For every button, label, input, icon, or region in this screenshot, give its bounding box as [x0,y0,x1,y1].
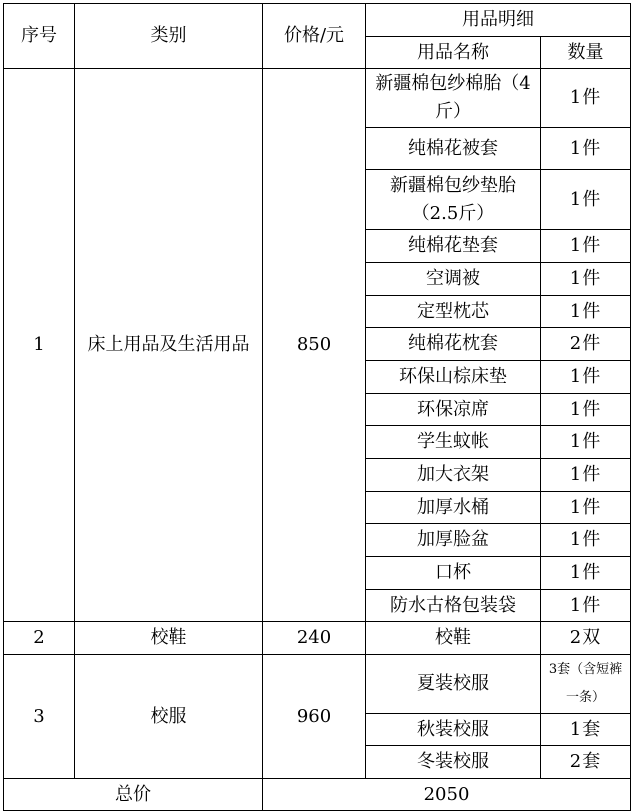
header-detail: 用品明细 [366,4,631,37]
item-quantity: 1件 [541,524,631,557]
total-label: 总价 [4,779,263,811]
item-name: 校鞋 [366,622,541,655]
header-category: 类别 [75,4,263,69]
item-name: 加厚水桶 [366,492,541,524]
item-quantity: 2件 [541,328,631,361]
item-name: 防水古格包装袋 [366,590,541,622]
group-index: 1 [4,69,75,622]
item-quantity: 1件 [541,69,631,128]
item-name: 空调被 [366,263,541,296]
total-value: 2050 [263,779,631,811]
item-quantity: 1套 [541,714,631,746]
item-quantity: 2双 [541,622,631,655]
item-name: 加大衣架 [366,459,541,492]
table-row [4,69,631,128]
item-name: 秋装校服 [366,714,541,746]
item-quantity: 1件 [541,296,631,328]
item-quantity: 1件 [541,361,631,394]
item-quantity: 1件 [541,170,631,230]
table-row [4,622,631,655]
item-name: 冬装校服 [366,746,541,779]
item-quantity: 1件 [541,557,631,590]
item-name: 加厚脸盆 [366,524,541,557]
group-index: 3 [4,655,75,779]
item-name: 纯棉花被套 [366,128,541,170]
item-name: 学生蚊帐 [366,426,541,459]
group-category: 床上用品及生活用品 [75,69,263,622]
item-quantity: 2套 [541,746,631,779]
item-quantity: 1件 [541,394,631,426]
item-name: 夏装校服 [366,655,541,714]
item-name: 环保山棕床垫 [366,361,541,394]
item-name: 纯棉花枕套 [366,328,541,361]
item-quantity: 1件 [541,263,631,296]
table-row [4,655,631,714]
item-name: 纯棉花垫套 [366,230,541,263]
group-category: 校鞋 [75,622,263,655]
header-quantity: 数量 [541,37,631,69]
header-price: 价格/元 [263,4,366,69]
item-name: 新疆棉包纱棉胎（4斤） [366,69,541,128]
item-quantity: 3套（含短裤一条） [541,655,631,714]
item-quantity: 1件 [541,492,631,524]
item-name: 口杯 [366,557,541,590]
group-index: 2 [4,622,75,655]
header-index: 序号 [4,4,75,69]
group-price: 960 [263,655,366,779]
item-name: 环保凉席 [366,394,541,426]
supply-price-table [3,3,631,811]
header-item-name: 用品名称 [366,37,541,69]
item-quantity: 1件 [541,590,631,622]
item-quantity: 1件 [541,230,631,263]
group-price: 240 [263,622,366,655]
item-quantity: 1件 [541,426,631,459]
item-name: 新疆棉包纱垫胎（2.5斤） [366,170,541,230]
item-name: 定型枕芯 [366,296,541,328]
total-row [4,779,631,811]
group-price: 850 [263,69,366,622]
item-quantity: 1件 [541,459,631,492]
group-category: 校服 [75,655,263,779]
item-quantity: 1件 [541,128,631,170]
